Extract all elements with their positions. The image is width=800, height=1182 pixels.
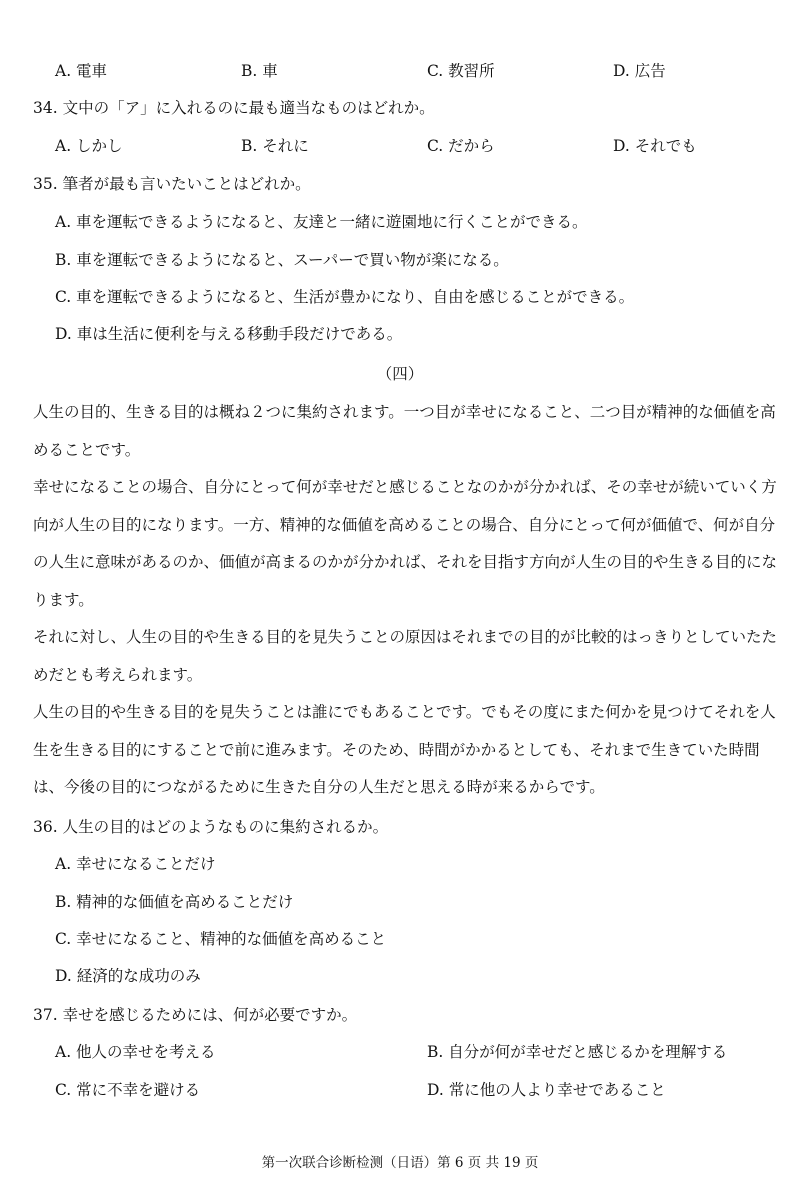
- q33-option-d: D. 広告: [613, 62, 666, 80]
- q34-option-c: C. だから: [427, 137, 495, 155]
- q34-stem: 34. 文中の「ア」に入れるのに最も適当なものはどれか。: [33, 99, 435, 117]
- q33-option-a: A. 電車: [55, 62, 108, 80]
- passage-paragraph-3: それに対し、人生の目的や生きる目的を見失うことの原因はそれまでの目的が比較的はっきりとしていたためだとも考えられます。: [33, 628, 778, 684]
- q37-option-b: B. 自分が何が幸せだと感じるかを理解する: [427, 1043, 728, 1061]
- q36-option-b: B. 精神的な価値を高めることだけ: [55, 893, 294, 911]
- q35-stem: 35. 筆者が最も言いたいことはどれか。: [33, 175, 311, 193]
- section-title: （四）: [376, 365, 424, 383]
- q36-stem: 36. 人生の目的はどのようなものに集約されるか。: [33, 818, 389, 836]
- q34-option-d: D. それでも: [613, 137, 697, 155]
- q36-option-a: A. 幸せになることだけ: [55, 855, 216, 873]
- q37-option-c: C. 常に不幸を避ける: [55, 1081, 201, 1099]
- q33-option-c: C. 教習所: [427, 62, 495, 80]
- q34-option-a: A. しかし: [55, 137, 123, 155]
- q36-option-c: C. 幸せになること、精神的な価値を高めること: [55, 930, 387, 948]
- q35-option-c: C. 車を運転できるようになると、生活が豊かになり、自由を感じることができる。: [55, 288, 635, 306]
- q35-option-d: D. 車は生活に便利を与える移動手段だけである。: [55, 325, 403, 343]
- page-footer: 第一次联合诊断检测（日语）第 6 页 共 19 页: [261, 1155, 539, 1171]
- passage-paragraph-2: 幸せになることの場合、自分にとって何が幸せだと感じることなのかが分かれば、その幸せが続いていく方向が人生の目的になります。一方、精神的な価値を高めることの場合、自分にとって何が価値で、何が自分の人生に意味があるのか、価値が高まるのかが分かれば、それを目指す方向が人生の目的や生きる目的になります。: [33, 478, 778, 609]
- q35-option-b: B. 車を運転できるようになると、スーパーで買い物が楽になる。: [55, 251, 509, 269]
- q36-option-d: D. 経済的な成功のみ: [55, 967, 201, 985]
- q34-option-b: B. それに: [241, 137, 309, 155]
- q37-option-d: D. 常に他の人より幸せであること: [427, 1081, 666, 1099]
- q37-stem: 37. 幸せを感じるためには、何が必要ですか。: [33, 1006, 358, 1024]
- q35-option-a: A. 車を運転できるようになると、友達と一緒に遊園地に行くことができる。: [55, 213, 588, 231]
- passage-paragraph-4: 人生の目的や生きる目的を見失うことは誰にでもあることです。でもその度にまた何かを見つけてそれを人生を生きる目的にすることで前に進みます。そのため、時間がかかるとしても、それまで生きていた時間は、今後の目的につながるために生きた自分の人生だと思える時が来るからです。: [33, 703, 776, 796]
- q37-option-a: A. 他人の幸せを考える: [55, 1043, 216, 1061]
- passage-paragraph-1: 人生の目的、生きる目的は概ね２つに集約されます。一つ目が幸せになること、二つ目が精神的な価値を高めることです。: [33, 403, 776, 459]
- q33-option-b: B. 車: [241, 62, 278, 80]
